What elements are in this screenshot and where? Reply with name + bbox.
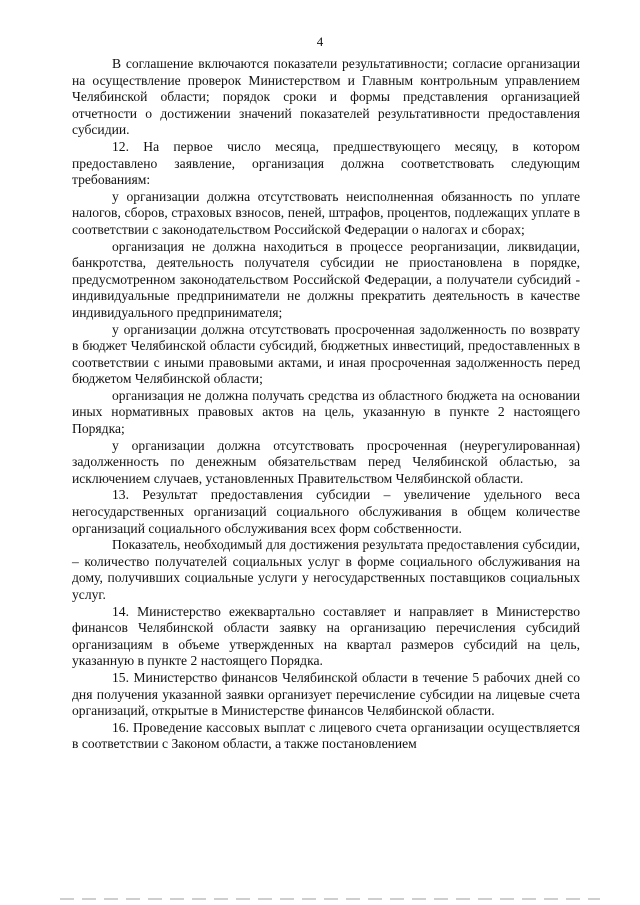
paragraph-no-other-funding: организация не должна получать средства из областного бюджета на основании иных нормативных правовых актов на цель, указанную в пункте 2 настоящего Порядка; xyxy=(72,387,580,437)
paragraph-14-ministry-request: 14. Министерство ежеквартально составляет и направляет в Министерство финансов Челябинской области заявку на организацию перечисления субсидий организациям в объеме утвержденных на квартал размеров субсидий на цель, указанную в пункте 2 настоящего Порядка. xyxy=(72,603,580,669)
document-body xyxy=(72,56,580,753)
paragraph-no-reorganization: организация не должна находиться в процессе реорганизации, ликвидации, банкротства, деятельность получателя субсидии не приостановлена в порядке, предусмотренном законодательством Российской Федерации, а получатели субсидий - индивидуальные предприниматели не должны прекратить деятельность в качестве индивидуального предпринимателя; xyxy=(72,238,580,320)
scan-bottom-edge xyxy=(60,898,600,900)
paragraph-no-budget-arrears: у организации должна отсутствовать просроченная задолженность по возврату в бюджет Челябинской области субсидий, бюджетных инвестиций, предоставленных в соответствии с иными правовыми актами, и иная просроченная задолженность перед бюджетом Челябинской области; xyxy=(72,321,580,387)
paragraph-no-overdue-obligations: у организации должна отсутствовать просроченная (неурегулированная) задолженность по денежным обязательствам перед Челябинской областью, за исключением случаев, установленных Правительством Челябинской области. xyxy=(72,437,580,486)
paragraph-16-cash-payments: 16. Проведение кассовых выплат с лицевого счета организации осуществляется в соответствии с Законом области, а также постановлением xyxy=(72,719,580,752)
paragraph-agreement-indicators: В соглашение включаются показатели результативности; согласие организации на осуществление проверок Министерством и Главным контрольным управлением Челябинской области; порядок сроки и формы представления организацией отчетности о достижении значений показателей результативности предоставления субсидии. xyxy=(72,56,580,138)
paragraph-no-tax-debt: у организации должна отсутствовать неисполненная обязанность по уплате налогов, сборов, страховых взносов, пеней, штрафов, процентов, подлежащих уплате в соответствии с законодательством Российской Федерации о налогах и сборах; xyxy=(72,188,580,237)
paragraph-13-result: 13. Результат предоставления субсидии – увеличение удельного веса негосударственных организаций социального обслуживания в общем количестве организаций социального обслуживания всех форм собственности. xyxy=(72,487,580,536)
paragraph-indicator: Показатель, необходимый для достижения результата предоставления субсидии, – количество получателей социальных услуг в форме социального обслуживания на дому, получивших социальные услуги у негосударственных поставщиков социальных услуг. xyxy=(72,537,580,602)
paragraph-12-requirements: 12. На первое число месяца, предшествующего месяцу, в котором предоставлено заявление, организация должна соответствовать следующим требованиям: xyxy=(72,138,580,188)
page-number: 4 xyxy=(316,34,324,49)
paragraph-15-transfer: 15. Министерство финансов Челябинской области в течение 5 рабочих дней со дня получения указанной заявки организует перечисление субсидии на лицевые счета организаций, открытые в Министерстве финансов Челябинской области. xyxy=(72,669,580,719)
